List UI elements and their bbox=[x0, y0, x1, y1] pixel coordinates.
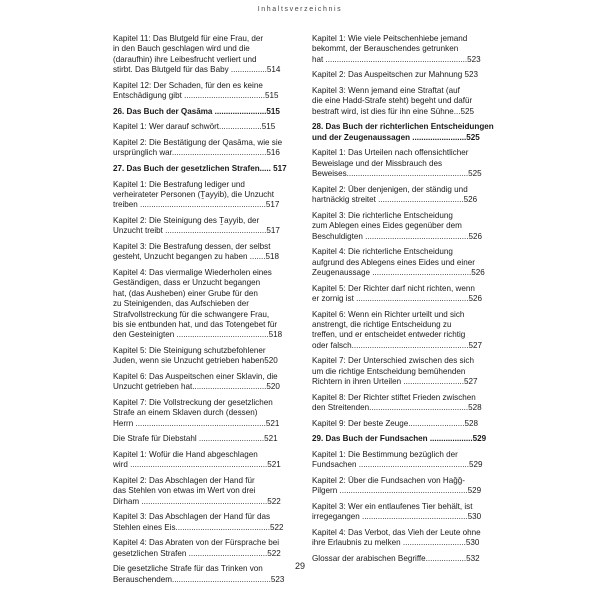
toc-entry[interactable] bbox=[113, 398, 305, 429]
toc-entry[interactable] bbox=[312, 502, 504, 523]
toc-entry-text: Kapitel 11: Das Blutgeld für eine Frau, der in den Bauch geschlagen wird und die (daraufhin) ihre Leibesfrucht verliert und stirbt. Das Blutgeld für das Baby ................514 bbox=[113, 34, 281, 75]
toc-entry[interactable] bbox=[113, 138, 305, 159]
toc-entry-text: Kapitel 3: Die richterliche Entscheidung zum Ablegen eines Eides gegenüber dem Beschuldigten ..............................................526 bbox=[312, 210, 483, 241]
toc-entry[interactable] bbox=[113, 242, 305, 263]
toc-entry[interactable] bbox=[113, 268, 305, 341]
toc-section-heading[interactable] bbox=[113, 107, 305, 117]
toc-entry-text: Kapitel 2: Über die Fundsachen von Haǧǧ- Pilgern .........................................................529 bbox=[312, 476, 482, 496]
running-header: Inhaltsverzeichnis bbox=[257, 6, 343, 13]
toc-entry[interactable] bbox=[312, 247, 504, 278]
toc-entry-text: Kapitel 2: Über denjenigen, der ständig und hartnäckig streitet ......................................526 bbox=[312, 184, 478, 205]
toc-entry[interactable] bbox=[312, 34, 504, 65]
toc-section-heading[interactable] bbox=[312, 122, 504, 143]
toc-entry-text: Kapitel 1: Wie viele Peitschenhiebe jemand bekommt, der Berauschendes getrunken hat ...............................................................523 bbox=[312, 34, 481, 64]
toc-entry-text: Kapitel 3: Die Bestrafung dessen, der selbst gesteht, Unzucht begangen zu haben .......518 bbox=[113, 242, 280, 262]
toc-entry[interactable] bbox=[113, 450, 305, 471]
toc-entry-text: Kapitel 4: Die richterliche Entscheidung aufgrund des Ablegens eines Eides und einer Zeugenaussage ............................................526 bbox=[312, 247, 485, 278]
toc-entry-text: Kapitel 2: Das Auspeitschen zur Mahnung 523 bbox=[312, 70, 479, 80]
toc-entry-text: Kapitel 9: Der beste Zeuge.........................528 bbox=[312, 418, 479, 428]
toc-entry-text: Kapitel 3: Das Abschlagen der Hand für das Stehlen eines Eis..........................................522 bbox=[113, 512, 284, 532]
toc-entry-text: 26. Das Buch der Qasāma .......................515 bbox=[113, 106, 280, 116]
toc-entry[interactable] bbox=[312, 528, 504, 549]
toc-entry-text: Kapitel 6: Das Auspeitschen einer Sklavin, die Unzucht getrieben hat.................................520 bbox=[113, 372, 280, 392]
toc-entry-text: Kapitel 7: Die Vollstreckung der gesetzlichen Strafe an einem Sklaven durch (dessen) Herrn ..........................................................521 bbox=[113, 398, 280, 428]
toc-entry-text: Die gesetzliche Strafe für das Trinken von Berauschendem............................................523 bbox=[113, 564, 285, 584]
toc-entry[interactable] bbox=[312, 393, 504, 414]
page-number: 29 bbox=[294, 561, 305, 571]
toc-entry[interactable] bbox=[312, 185, 504, 206]
toc-entry-text: Kapitel 1: Die Bestrafung lediger und verheirateter Personen (Ṯayyib), die Unzucht treiben ........................................................517 bbox=[113, 179, 280, 210]
toc-entry-text: Kapitel 5: Die Steinigung schutzbefohlener Juden, wenn sie Unzucht getrieben haben520 bbox=[113, 346, 278, 366]
toc-entry[interactable] bbox=[113, 512, 305, 533]
toc-entry[interactable] bbox=[312, 356, 504, 387]
toc-entry[interactable] bbox=[113, 180, 305, 211]
toc-entry-text: 27. Das Buch der gesetzlichen Strafen..... 517 bbox=[113, 164, 287, 173]
toc-entry[interactable] bbox=[113, 372, 305, 393]
toc-entry[interactable] bbox=[312, 476, 504, 497]
toc-entry-text: Kapitel 1: Das Urteilen nach offensichtlicher Beweislage und der Missbrauch des Beweises......................................................525 bbox=[312, 148, 482, 179]
toc-entry[interactable] bbox=[312, 310, 504, 352]
toc-entry-text: 28. Das Buch der richterlichen Entscheidungen und der Zeugenaussagen ........................525 bbox=[312, 122, 494, 142]
toc-entry[interactable] bbox=[113, 122, 305, 132]
toc-entry-text: Kapitel 1: Wer darauf schwört...................515 bbox=[113, 122, 276, 132]
toc-entry-text: Glossar der arabischen Begriffe..................532 bbox=[312, 554, 480, 564]
toc-entry[interactable] bbox=[113, 434, 305, 444]
toc-section-heading[interactable] bbox=[312, 434, 504, 444]
toc-entry[interactable] bbox=[113, 81, 305, 102]
toc-entry-text: Kapitel 4: Das viermalige Wiederholen eines Geständigen, dass er Unzucht begangen hat, (das Ausheben) einer Grube für den zu Steinigenden, das Aufschieben der Strafvollstreckung für die schwangere Frau, bis sie entbunden hat, und das Totengebet für den Gesteinigten .........................................518 bbox=[113, 268, 283, 340]
toc-entry-text: Kapitel 4: Das Abraten von der Fürsprache bei gesetzlichen Strafen ...................................522 bbox=[113, 538, 281, 558]
toc-section-heading[interactable] bbox=[113, 164, 305, 174]
toc-entry-text: Die Strafe für Diebstahl .............................521 bbox=[113, 434, 278, 444]
toc-entry-text: Kapitel 2: Das Abschlagen der Hand für das Stehlen von etwas im Wert von drei Dirham ........................................................522 bbox=[113, 476, 281, 506]
toc-entry[interactable] bbox=[312, 419, 504, 429]
toc-entry[interactable] bbox=[312, 86, 504, 117]
toc-right-column bbox=[312, 34, 504, 570]
toc-entry[interactable] bbox=[113, 34, 305, 76]
toc-entry-text: Kapitel 1: Die Bestimmung bezüglich der Fundsachen .................................................529 bbox=[312, 450, 483, 470]
toc-entry-text: Kapitel 2: Die Steinigung des Ṯayyib, der Unzucht treibt .............................................517 bbox=[113, 216, 280, 236]
toc-entry[interactable] bbox=[113, 216, 305, 237]
toc-entry[interactable] bbox=[113, 346, 305, 367]
toc-entry-text: Kapitel 3: Wenn jemand eine Straftat (auf die eine Hadd-Strafe steht) begeht und dafür bestraft wird, ist dies für ihn eine Sühne...525 bbox=[312, 86, 474, 116]
toc-entry-text: Kapitel 1: Wofür die Hand abgeschlagen wird .............................................................521 bbox=[113, 450, 281, 470]
toc-entry-text: Kapitel 5: Der Richter darf nicht richten, wenn er zornig ist ..................................................526 bbox=[312, 283, 483, 304]
toc-entry[interactable] bbox=[312, 284, 504, 305]
toc-entry-text: Kapitel 3: Wer ein entlaufenes Tier behält, ist irregegangen ...............................................530 bbox=[312, 502, 482, 522]
toc-entry-text: Kapitel 4: Das Verbot, das Vieh der Leute ohne ihre Erlaubnis zu melken ............................530 bbox=[312, 528, 481, 548]
toc-entry[interactable] bbox=[312, 211, 504, 242]
toc-entry[interactable] bbox=[312, 450, 504, 471]
toc-entry[interactable] bbox=[113, 538, 305, 559]
toc-entry-text: 29. Das Buch der Fundsachen ...................529 bbox=[312, 434, 487, 444]
toc-entry[interactable] bbox=[113, 476, 305, 507]
toc-entry-text: Kapitel 2: Die Bestätigung der Qasāma, wie sie ursprünglich war..........................................516 bbox=[113, 138, 283, 158]
toc-entry-text: Kapitel 7: Der Unterschied zwischen des sich um die richtige Entscheidung bemühenden Richtern in ihren Urteilen ...........................527 bbox=[312, 356, 478, 387]
toc-entry-text: Kapitel 8: Der Richter stiftet Frieden zwischen den Streitenden............................................528 bbox=[312, 392, 482, 413]
toc-left-column bbox=[113, 34, 305, 590]
toc-entry[interactable] bbox=[312, 70, 504, 80]
toc-entry[interactable] bbox=[312, 148, 504, 179]
toc-entry-text: Kapitel 6: Wenn ein Richter urteilt und sich anstrengt, die richtige Entscheidung zu treffen, und er entscheidet entweder richtig oder falsch....................................................527 bbox=[312, 309, 483, 350]
toc-entry-text: Kapitel 12: Der Schaden, für den es keine Entschädigung gibt ....................................515 bbox=[113, 80, 279, 101]
